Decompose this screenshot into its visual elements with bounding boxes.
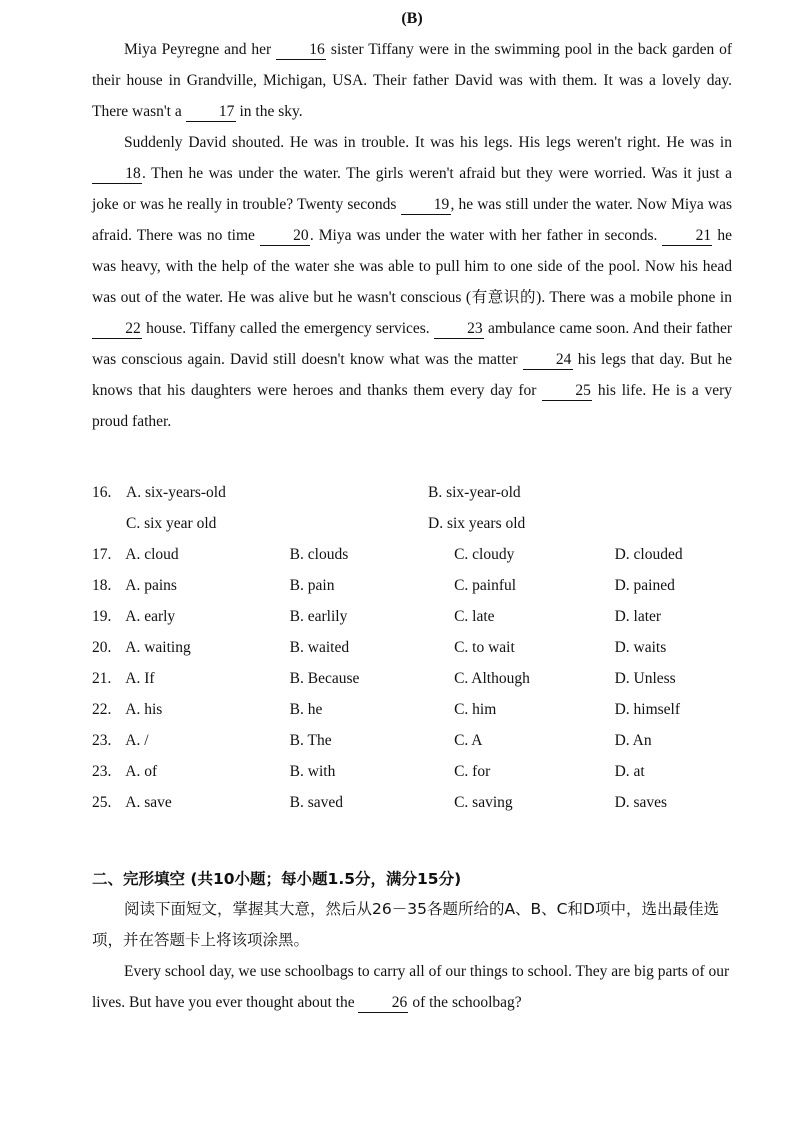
option-b: B. waited [289,638,350,656]
question-row [92,787,732,818]
text-segment: his life. He is a very proud father. [92,382,732,430]
question-row [92,632,732,663]
text-segment: Miya Peyregne and her [124,41,277,58]
option-d: D. later [614,607,662,625]
cloze-paragraph-1 [92,956,732,1018]
blank-17: 17 [186,103,236,122]
option-c: C. to wait [454,638,515,656]
option-b: B. with [289,762,336,780]
option-c: C. late [454,607,495,625]
option-c: C. cloudy [454,545,515,563]
option-c: C. painful [454,576,517,594]
cloze-section [92,864,732,1018]
option-d: D. An [614,731,652,749]
option-c: C. saving [454,793,513,811]
blank-19: 19 [401,196,451,215]
question-row [92,601,732,632]
option-c: C. A [454,731,483,749]
reading-passage-b [92,34,732,437]
text-segment: of the schoolbag? [408,994,522,1011]
text-segment: ambulance came soon. And their father was conscious again. David still doesn't know what was the matter [92,320,732,368]
option-b: B. earlily [289,607,348,625]
text-segment: sister Tiffany were in the swimming pool in the back garden of their house in Grandville, Michigan, USA. Their father David was with them. It was a lovely day. There wasn't a [92,41,733,120]
option-d: D. at [614,762,645,780]
text-segment: . Then he was under the water. The girls weren't afraid but they were worried. Was it just a joke or was he really in trouble? Twenty seconds [92,165,732,213]
option-d: D. himself [614,700,680,718]
option-d: D. clouded [614,545,683,563]
question-row [92,663,732,694]
text-segment: in the sky. [235,103,303,120]
option-a: A. early [125,607,176,625]
question-number: 21. [92,669,112,687]
question-number: 25. [92,793,112,811]
option-d: D. waits [614,638,667,656]
question-row [92,570,732,601]
option-b: B. saved [289,793,344,811]
option-a: A. waiting [125,638,191,656]
question-number: 18. [92,576,112,594]
question-row [92,725,732,756]
option-d: D. Unless [614,669,676,687]
blank-22: 22 [92,320,142,339]
option-c: C. him [454,700,497,718]
passage-paragraph-1 [92,34,732,127]
option-a: A. save [125,793,172,811]
option-b: B. Because [289,669,360,687]
question-row [92,539,732,570]
question-number: 20. [92,638,112,656]
option-a: A. his [125,700,163,718]
option-d: D. pained [614,576,675,594]
blank-23: 23 [434,320,484,339]
option-a: A. / [125,731,149,749]
blank-25: 25 [542,382,592,401]
blank-20: 20 [260,227,310,246]
blank-26: 26 [358,994,408,1013]
option-a: A. cloud [125,545,179,563]
blank-21: 21 [662,227,712,246]
text-segment: he was heavy, with the help of the water she was able to pull him to one side of the pool. Now his head was out of the water. He was alive but he wasn't conscious ( [92,227,733,306]
option-b: B. clouds [289,545,349,563]
section-title: 二、完形填空 (共10小题；每小题1.5分，满分15分) [92,870,462,888]
option-c: C. six year old [126,514,217,532]
passage-paragraph-2 [92,127,732,437]
question-16-row-1 [92,477,732,508]
question-number: 23. [92,731,112,749]
question-row [92,694,732,725]
question-number: 19. [92,607,112,625]
option-a: A. pains [125,576,177,594]
question-number: 17. [92,545,112,563]
question-row [92,756,732,787]
question-16-row-2 [92,508,732,539]
blank-24: 24 [523,351,573,370]
blank-18: 18 [92,165,142,184]
answer-options [92,477,732,818]
text-segment: Every school day, we use schoolbags to carry all of our things to school. They are big parts of our lives. But have you ever thought about the [92,963,730,1011]
chinese-gloss: 有意识的 [471,288,537,306]
option-b: B. pain [289,576,335,594]
text-segment: . Miya was under the water with her father in seconds. [309,227,663,244]
question-number: 16. [92,483,112,501]
text-segment: Suddenly David shouted. He was in trouble. It was his legs. His legs weren't right. He was in [124,134,732,151]
option-d: D. saves [614,793,668,811]
blank-16: 16 [276,41,326,60]
question-number: 22. [92,700,112,718]
section-heading: (B) [401,10,423,27]
text-segment: his legs that day. But he knows that his daughters were heroes and thanks them every day for [92,351,732,399]
option-d: D. six years old [428,514,526,532]
option-b: B. six-year-old [428,483,521,501]
text-segment: ). There was a mobile phone in [536,289,732,306]
option-b: B. he [289,700,323,718]
option-b: B. The [289,731,332,749]
text-segment: house. Tiffany called the emergency services. [142,320,434,337]
option-a: A. If [125,669,155,687]
option-a: A. six-years-old [126,483,226,501]
option-c: C. for [454,762,491,780]
section-instructions: 阅读下面短文，掌握其大意，然后从26－35各题所给的A、B、C和D项中，选出最佳选项，并在答题卡上将该项涂黑。 [92,900,719,949]
option-c: C. Although [454,669,530,687]
option-a: A. of [125,762,158,780]
question-number: 23. [92,762,112,780]
text-segment: , he was still under the water. Now Miya was afraid. There was no time [92,196,733,244]
